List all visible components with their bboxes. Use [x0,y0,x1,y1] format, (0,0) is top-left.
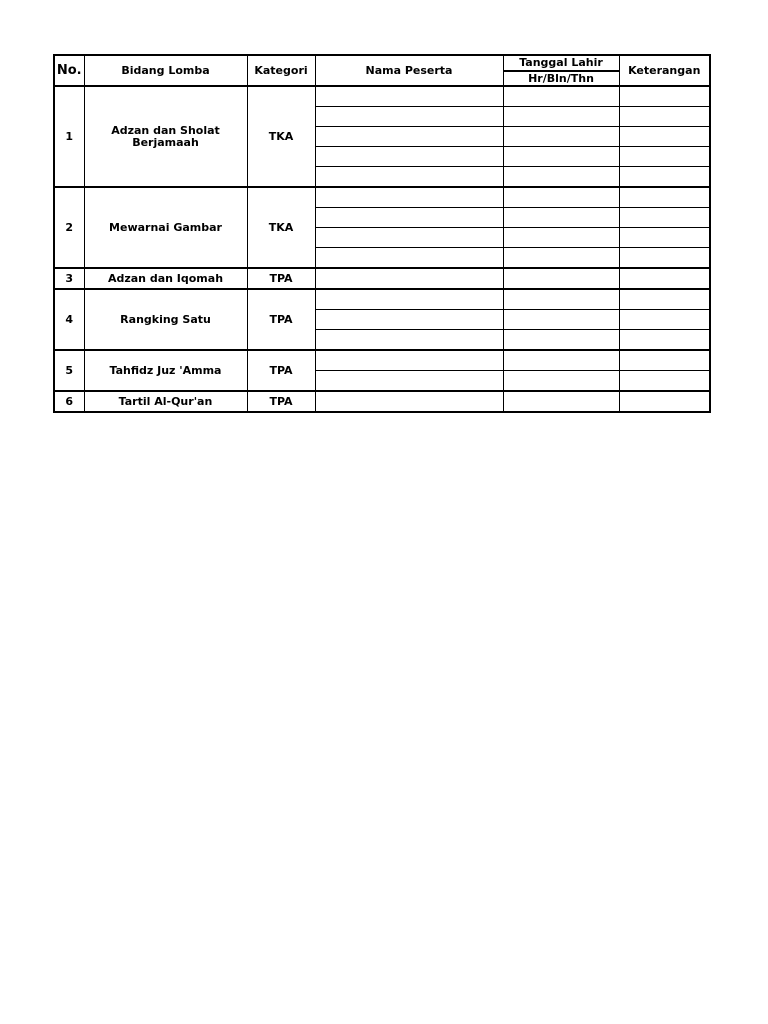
nama-peserta-cell[interactable] [315,248,503,269]
table-row [54,86,710,107]
keterangan-cell[interactable] [619,86,710,107]
tanggal-lahir-cell[interactable] [503,289,619,310]
tanggal-lahir-cell[interactable] [503,350,619,371]
row-bidang: Rangking Satu [84,289,247,350]
header-tanggal-format: Hr/Bln/Thn [503,71,619,86]
nama-peserta-cell[interactable] [315,371,503,392]
nama-peserta-cell[interactable] [315,127,503,147]
table-row [54,268,710,289]
keterangan-cell[interactable] [619,391,710,412]
row-bidang: Tahfidz Juz 'Amma [84,350,247,391]
tanggal-lahir-cell[interactable] [503,228,619,248]
tanggal-lahir-cell[interactable] [503,391,619,412]
tanggal-lahir-cell[interactable] [503,167,619,188]
nama-peserta-cell[interactable] [315,167,503,188]
row-kategori: TPA [247,391,315,412]
row-no: 4 [54,289,84,350]
keterangan-cell[interactable] [619,268,710,289]
tanggal-lahir-cell[interactable] [503,310,619,330]
tanggal-lahir-cell[interactable] [503,107,619,127]
nama-peserta-cell[interactable] [315,208,503,228]
nama-peserta-cell[interactable] [315,310,503,330]
tanggal-lahir-cell[interactable] [503,371,619,392]
header-tanggal-lahir: Tanggal Lahir [503,55,619,71]
nama-peserta-cell[interactable] [315,391,503,412]
keterangan-cell[interactable] [619,147,710,167]
nama-peserta-cell[interactable] [315,147,503,167]
nama-peserta-cell[interactable] [315,107,503,127]
nama-peserta-cell[interactable] [315,86,503,107]
keterangan-cell[interactable] [619,289,710,310]
nama-peserta-cell[interactable] [315,350,503,371]
tanggal-lahir-cell[interactable] [503,268,619,289]
row-no: 3 [54,268,84,289]
row-no: 2 [54,187,84,268]
tanggal-lahir-cell[interactable] [503,208,619,228]
header-kategori: Kategori [247,55,315,86]
row-no: 6 [54,391,84,412]
row-no: 1 [54,86,84,187]
keterangan-cell[interactable] [619,330,710,351]
keterangan-cell[interactable] [619,310,710,330]
nama-peserta-cell[interactable] [315,187,503,208]
header-bidang-lomba: Bidang Lomba [84,55,247,86]
nama-peserta-cell[interactable] [315,289,503,310]
nama-peserta-cell[interactable] [315,268,503,289]
row-kategori: TKA [247,187,315,268]
table-row [54,391,710,412]
row-no: 5 [54,350,84,391]
table-row [54,289,710,310]
header-no: No. [54,55,84,86]
tanggal-lahir-cell[interactable] [503,147,619,167]
row-bidang-line1: Adzan dan Sholat [111,123,220,137]
row-bidang: Tartil Al-Qur'an [84,391,247,412]
keterangan-cell[interactable] [619,350,710,371]
keterangan-cell[interactable] [619,248,710,269]
keterangan-cell[interactable] [619,228,710,248]
row-bidang: Adzan dan Iqomah [84,268,247,289]
nama-peserta-cell[interactable] [315,228,503,248]
nama-peserta-cell[interactable] [315,330,503,351]
tanggal-lahir-cell[interactable] [503,127,619,147]
tanggal-lahir-cell[interactable] [503,187,619,208]
keterangan-cell[interactable] [619,167,710,188]
tanggal-lahir-cell[interactable] [503,248,619,269]
keterangan-cell[interactable] [619,371,710,392]
row-kategori: TPA [247,350,315,391]
row-bidang: Mewarnai Gambar [84,187,247,268]
competition-registration-table [53,54,711,413]
row-bidang [84,86,247,187]
keterangan-cell[interactable] [619,127,710,147]
keterangan-cell[interactable] [619,208,710,228]
row-kategori: TKA [247,86,315,187]
row-kategori: TPA [247,289,315,350]
table-row [54,187,710,208]
row-kategori: TPA [247,268,315,289]
row-bidang-line2: Berjamaah [132,135,199,149]
keterangan-cell[interactable] [619,107,710,127]
keterangan-cell[interactable] [619,187,710,208]
header-nama-peserta: Nama Peserta [315,55,503,86]
header-keterangan: Keterangan [619,55,710,86]
tanggal-lahir-cell[interactable] [503,330,619,351]
tanggal-lahir-cell[interactable] [503,86,619,107]
table-row [54,350,710,371]
